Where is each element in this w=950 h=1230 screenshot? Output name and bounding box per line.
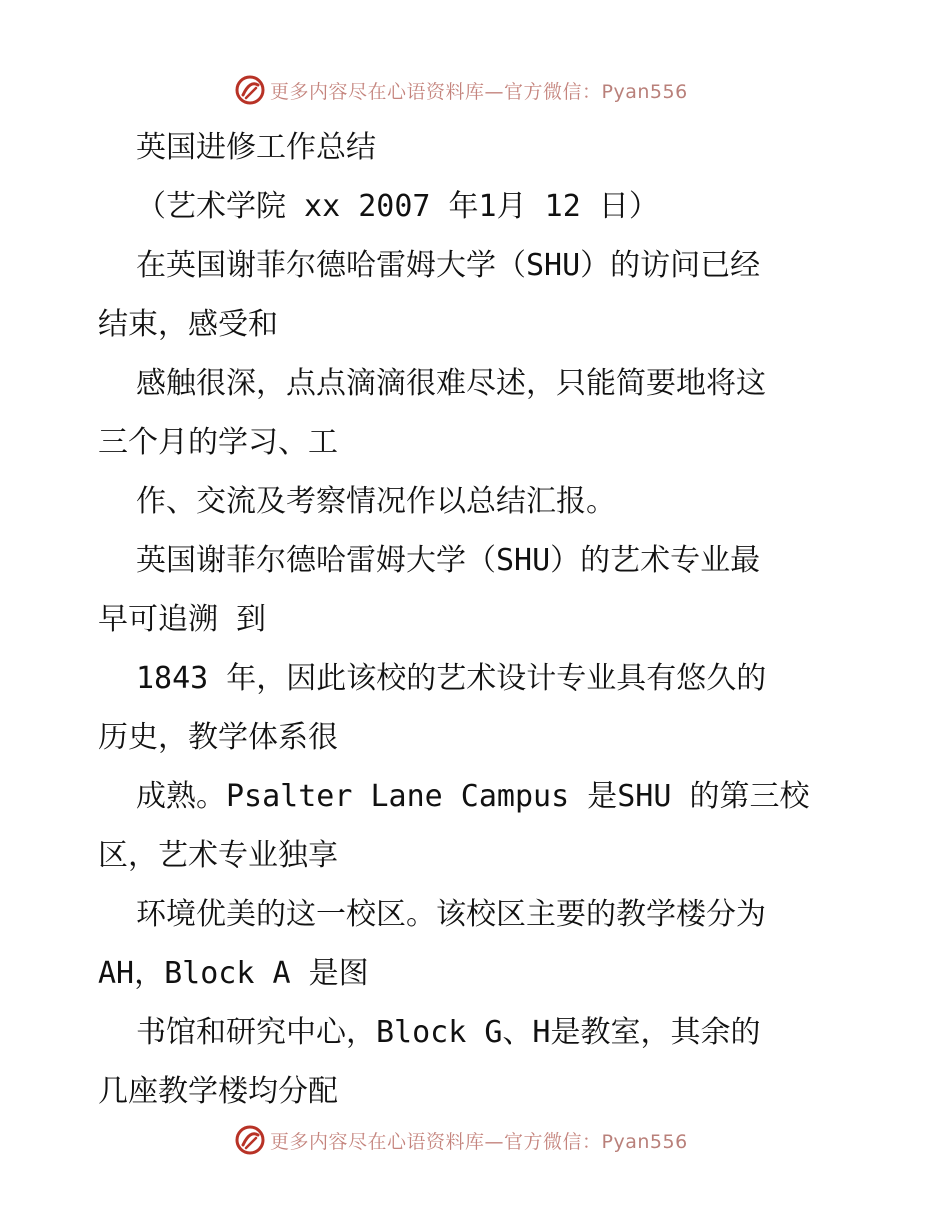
- document-line: 成熟。Psalter Lane Campus 是SHU 的第三校: [136, 779, 810, 814]
- document-line: 环境优美的这一校区。该校区主要的教学楼分为: [136, 897, 766, 932]
- document-line: 英国进修工作总结: [136, 130, 376, 165]
- brand-logo-icon: [234, 74, 266, 106]
- document-line: AH，Block A 是图: [98, 956, 369, 991]
- watermark-wechat-id: Pyan556: [601, 1130, 688, 1153]
- document-line: 在英国谢菲尔德哈雷姆大学（SHU）的访问已经: [136, 248, 761, 283]
- document-line: 区，艺术专业独享: [98, 838, 338, 873]
- document-line: 历史，教学体系很: [98, 720, 338, 755]
- footer-watermark: [234, 1124, 688, 1156]
- document-line: （艺术学院 xx 2007 年1月 12 日）: [136, 189, 659, 224]
- header-watermark: [234, 74, 688, 106]
- brand-logo-icon: [234, 1124, 266, 1156]
- document-line: 1843 年，因此该校的艺术设计专业具有悠久的: [136, 661, 767, 696]
- document-line: 结束，感受和: [98, 307, 278, 342]
- watermark-text: 更多内容尽在心语资料库—官方微信：Pyan556: [270, 1130, 688, 1153]
- watermark-wechat-id: Pyan556: [601, 80, 688, 103]
- document-line: 感触很深，点点滴滴很难尽述，只能简要地将这: [136, 366, 766, 401]
- document-line: 书馆和研究中心，Block G、H是教室，其余的: [136, 1015, 761, 1050]
- document-line: 三个月的学习、工: [98, 425, 338, 460]
- document-line: 几座教学楼均分配: [98, 1074, 338, 1109]
- watermark-text: 更多内容尽在心语资料库—官方微信：Pyan556: [270, 80, 688, 103]
- document-body: [98, 118, 868, 1121]
- document-line: 英国谢菲尔德哈雷姆大学（SHU）的艺术专业最: [136, 543, 761, 578]
- document-line: 早可追溯 到: [98, 602, 267, 637]
- document-line: 作、交流及考察情况作以总结汇报。: [136, 484, 616, 519]
